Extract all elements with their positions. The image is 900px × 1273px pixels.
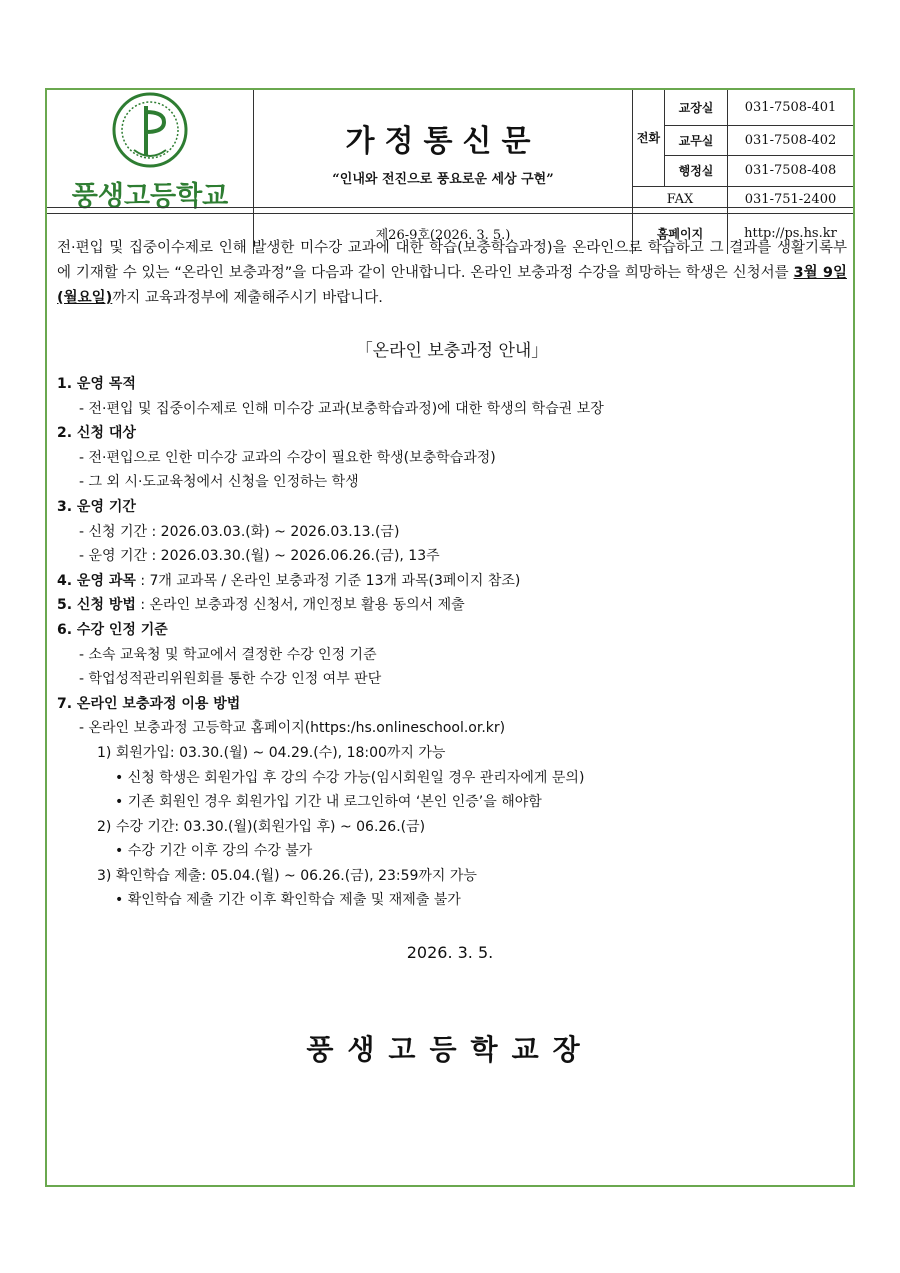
list-item [57, 495, 847, 520]
school-logo [47, 90, 254, 214]
phone-number: 031-7508-401 [728, 90, 854, 125]
fax-number: 031-751-2400 [728, 186, 854, 213]
fax-label: FAX [633, 186, 728, 213]
list-item [57, 692, 847, 717]
intro-text-end: 까지 교육과정부에 제출해주시기 바랍니다. [112, 290, 383, 306]
office-name: 행정실 [665, 156, 728, 186]
list-item-text: • 확인학습 제출 기간 이후 확인학습 제출 및 재제출 불가 [115, 892, 461, 909]
list-item [57, 421, 847, 446]
list-item [57, 839, 847, 864]
issue-number: 제26-9호(2026. 3. 5.) [254, 214, 633, 254]
issue-date: 2026. 3. 5. [406, 943, 494, 962]
list-item-text: 3. 운영 기간 [57, 498, 136, 515]
list-item [57, 864, 847, 889]
list-item-text: - 온라인 보충과정 고등학교 홈페이지(https:/hs.onlineschool.or.kr) [79, 720, 506, 737]
list-item [57, 544, 847, 569]
section-title: 「온라인 보충과정 안내」 [355, 341, 549, 361]
content [57, 236, 847, 913]
list-item [57, 667, 847, 692]
list-item-heading: 5. 신청 방법 [57, 597, 136, 614]
intro-text: 전·편입 및 집중이수제로 인해 발생한 미수강 교과에 대한 학습(보충학습과정)을 온라인으로 학습하고 그 결과를 생활기록부에 기재할 수 있는 “온라인 보충과정”을 다음과 같이 안내합니다. 온라인 보충과정 수강을 희망하는 학생은 신청서를 [57, 240, 847, 281]
list-item-text: - 전·편입으로 인한 미수강 교과의 수강이 필요한 학생(보충학습과정) [79, 449, 496, 466]
office-name: 교무실 [665, 125, 728, 155]
list-item-text: 1) 회원가입: 03.30.(월) ~ 04.29.(수), 18:00까지 가능 [97, 744, 446, 761]
list-item-text: 2) 수강 기간: 03.30.(월)(회원가입 후) ~ 06.26.(금) [97, 818, 426, 835]
list-item [57, 815, 847, 840]
list-item-heading: 4. 운영 과목 [57, 572, 136, 589]
list-item-text: - 전·편입 및 집중이수제로 인해 미수강 교과(보충학습과정)에 대한 학생의 학습권 보장 [79, 400, 604, 417]
list-item [57, 716, 847, 741]
list-item-text: • 기존 회원인 경우 회원가입 기간 내 로그인하여 ‘본인 인증’을 해야함 [115, 794, 542, 811]
list-item [57, 766, 847, 791]
list-item-text: 1. 운영 목적 [57, 376, 136, 392]
list-item [57, 643, 847, 668]
deadline: 3월 9일(월요일) [57, 265, 847, 306]
list-item-text: 7. 온라인 보충과정 이용 방법 [57, 695, 241, 712]
signature: 풍생고등학교장 [306, 1033, 594, 1066]
list-item-text: - 학업성적관리위원회를 통한 수강 인정 여부 판단 [79, 671, 382, 688]
list-item-text: : 온라인 보충과정 신청서, 개인정보 활용 동의서 제출 [135, 597, 465, 614]
phone-number: 031-7508-402 [728, 125, 854, 155]
list-item [57, 593, 847, 618]
intro-paragraph [57, 236, 847, 311]
list-item-text: - 운영 기간 : 2026.03.30.(월) ~ 2026.06.26.(금), 13주 [79, 548, 440, 565]
info-list [57, 372, 847, 913]
phone-label: 전화 [633, 90, 665, 186]
school-name: 풍생고등학교 [71, 181, 229, 212]
list-item [57, 397, 847, 422]
list-item [57, 520, 847, 545]
list-item [57, 372, 847, 397]
list-item-text: 3) 확인학습 제출: 05.04.(월) ~ 06.26.(금), 23:59까지 가능 [97, 867, 477, 884]
list-item [57, 790, 847, 815]
header-table [47, 90, 853, 254]
list-item-text: 2. 신청 대상 [57, 425, 136, 442]
page-title: 가정통신문 [345, 124, 541, 159]
list-item-text: - 소속 교육청 및 학교에서 결정한 수강 인정 기준 [79, 646, 377, 663]
list-item-text: 6. 수강 인정 기준 [57, 621, 168, 638]
list-item-text: • 수강 기간 이후 강의 수강 불가 [115, 843, 313, 860]
motto: “인내와 전진으로 풍요로운 세상 구현” [332, 172, 554, 187]
list-item [57, 569, 847, 594]
list-item [57, 446, 847, 471]
list-item [57, 618, 847, 643]
office-name: 교장실 [665, 90, 728, 125]
list-item [57, 741, 847, 766]
list-item-text: : 7개 교과목 / 온라인 보충과정 기준 13개 과목(3페이지 참조) [135, 572, 521, 589]
list-item-text: - 그 외 시·도교육청에서 신청을 인정하는 학생 [79, 474, 359, 491]
list-item-text: • 신청 학생은 회원가입 후 강의 수강 가능(임시회원일 경우 관리자에게 문의) [115, 769, 585, 786]
list-item [57, 470, 847, 495]
list-item [57, 888, 847, 913]
homepage-label: 홈페이지 [633, 214, 728, 254]
phone-number: 031-7508-408 [728, 156, 854, 186]
list-item-text: - 신청 기간 : 2026.03.03.(화) ~ 2026.03.13.(금) [79, 523, 400, 540]
school-emblem-icon [110, 90, 190, 170]
homepage-link[interactable]: http://ps.hs.kr [728, 214, 854, 254]
